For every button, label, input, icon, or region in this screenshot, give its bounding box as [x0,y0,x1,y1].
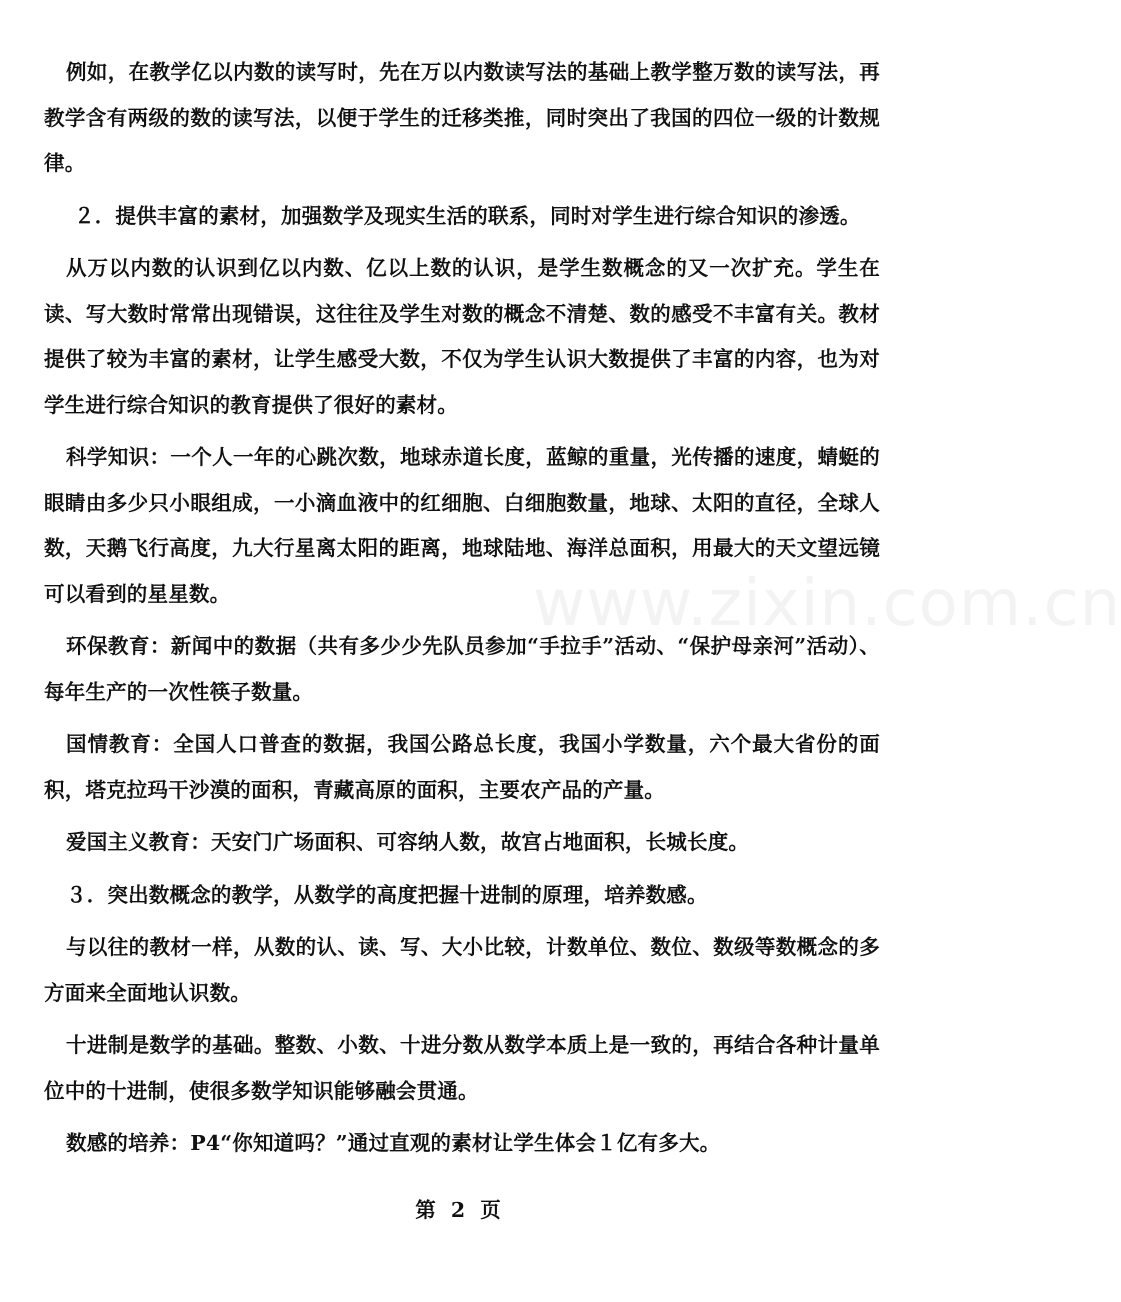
page-number: 第 2 页 [415,1198,505,1222]
paragraph-number-concept: 从万以内数的认识到亿以内数、亿以上数的认识，是学生数概念的又一次扩充。学生在读、写大数时常常出现错误，这往往及学生对数的概念不清楚、数的感受不丰富有关。教材提供了较为丰富的素材，让学生感受大数，不仅为学生认识大数提供了丰富的内容，也为对学生进行综合知识的教育提供了很好的素材。 [44,256,880,417]
section-heading-2: ２．提供丰富的素材，加强数学及现实生活的联系，同时对学生进行综合知识的渗透。 [74,203,861,228]
paragraph-number-sense: 数感的培养：P4“你知道吗？”通过直观的素材让学生体会１亿有多大。 [66,1131,721,1155]
paragraph-patriotic-education: 爱国主义教育：天安门广场面积、可容纳人数，故宫占地面积，长城长度。 [66,830,750,854]
paragraph-science-knowledge: 科学知识：一个人一年的心跳次数，地球赤道长度，蓝鲸的重量，光传播的速度，蜻蜓的眼睛由多少只小眼组成，一小滴血液中的红细胞、白细胞数量，地球、太阳的直径，全球人数，天鹅飞行高度，九大行星离太阳的距离，地球陆地、海洋总面积，用最大的天文望远镜可以看到的星星数。 [44,445,880,606]
paragraph-national-conditions: 国情教育：全国人口普查的数据，我国公路总长度，我国小学数量，六个最大省份的面积，塔克拉玛干沙漠的面积，青藏高原的面积，主要农产品的产量。 [44,732,880,802]
paragraph-decimal-system: 十进制是数学的基础。整数、小数、十进分数从数学本质上是一致的，再结合各种计量单位中的十进制，使很多数学知识能够融会贯通。 [44,1033,880,1103]
watermark: www.zixin.com.cn [533,567,1121,641]
paragraph-textbook-comparison: 与以往的教材一样，从数的认、读、写、大小比较，计数单位、数位、数级等数概念的多方面来全面地认识数。 [44,935,880,1005]
paragraph-environment-education: 环保教育：新闻中的数据（共有多少少先队员参加“手拉手”活动、“保护母亲河”活动）、每年生产的一次性筷子数量。 [44,634,880,704]
document-body [44,50,880,1174]
paragraph-reading-writing-example: 例如，在教学亿以内数的读写时，先在万以内数读写法的基础上教学整万数的读写法，再教学含有两级的数的读写法，以便于学生的迁移类推，同时突出了我国的四位一级的计数规律。 [44,60,880,175]
section-heading-3: ３．突出数概念的教学，从数学的高度把握十进制的原理，培养数感。 [66,882,708,907]
